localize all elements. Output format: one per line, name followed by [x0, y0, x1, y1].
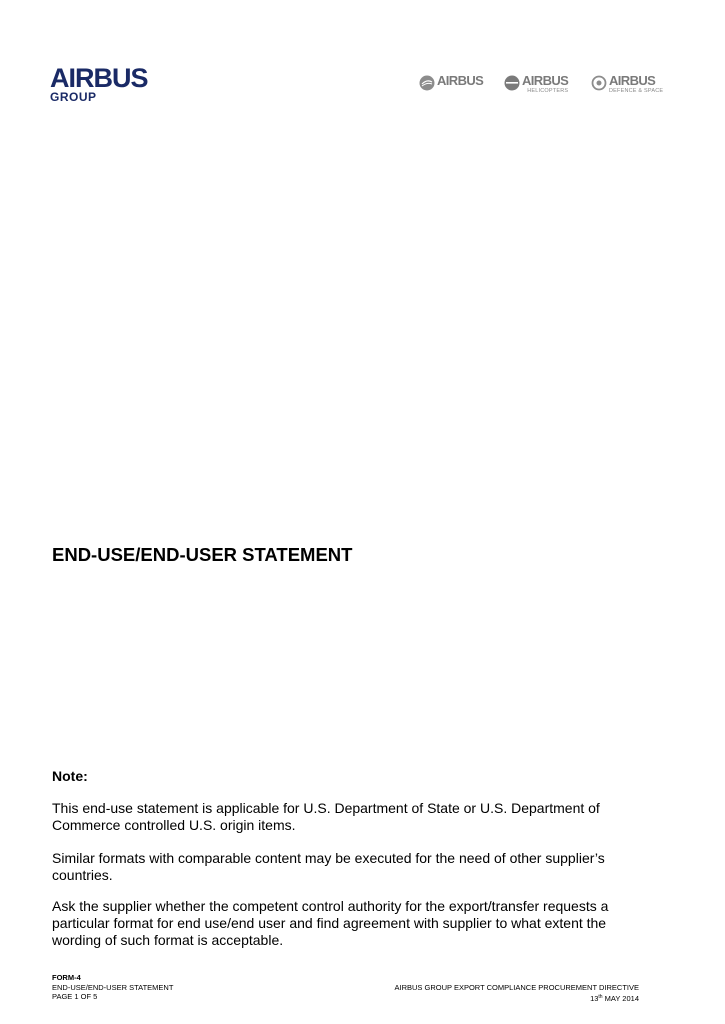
- division-name: AIRBUS: [437, 73, 484, 88]
- date-day: 13: [590, 993, 599, 1003]
- division-tag: HELICOPTERS: [527, 88, 569, 94]
- logo-word: AIRBUS: [50, 63, 148, 93]
- division-logo-airbus: [419, 74, 483, 98]
- note-heading: Note:: [52, 768, 88, 784]
- document-title: END-USE/END-USER STATEMENT: [52, 544, 353, 565]
- date-rest: MAY 2014: [602, 993, 639, 1003]
- note-paragraph: This end-use statement is applicable for U.S. Department of State or U.S. Department of Commerce controlled U.S. origin items.: [52, 800, 600, 833]
- document-date: [395, 993, 640, 1004]
- helicopters-emblem-icon: [504, 75, 520, 91]
- airbus-group-logo: [50, 63, 160, 104]
- division-logo-helicopters: [504, 74, 568, 98]
- footer-left: [52, 973, 173, 1002]
- division-name: AIRBUS: [609, 73, 656, 88]
- date-suffix: th: [598, 993, 603, 1000]
- defence-space-emblem-icon: [591, 75, 607, 91]
- note-paragraph: Similar formats with comparable content may be executed for the need of other supplier’s countries.: [52, 850, 605, 883]
- division-tag: DEFENCE & SPACE: [609, 88, 664, 94]
- note-paragraph: Ask the supplier whether the competent control authority for the export/transfer requests a particular format for end use/end user and find agreement with supplier to what extent the wording of such format is acceptable.: [52, 898, 609, 948]
- footer-right: [395, 983, 640, 1003]
- division-logo-defence-space: [591, 74, 663, 98]
- division-name: AIRBUS: [522, 73, 569, 88]
- form-code: FORM-4: [52, 973, 81, 982]
- directive-title: AIRBUS GROUP EXPORT COMPLIANCE PROCUREMENT DIRECTIVE: [394, 983, 639, 992]
- page-number: PAGE 1 OF 5: [52, 992, 98, 1001]
- form-title: END-USE/END-USER STATEMENT: [52, 982, 174, 992]
- logo-sub: GROUP: [50, 90, 97, 104]
- airbus-emblem-icon: [419, 75, 435, 91]
